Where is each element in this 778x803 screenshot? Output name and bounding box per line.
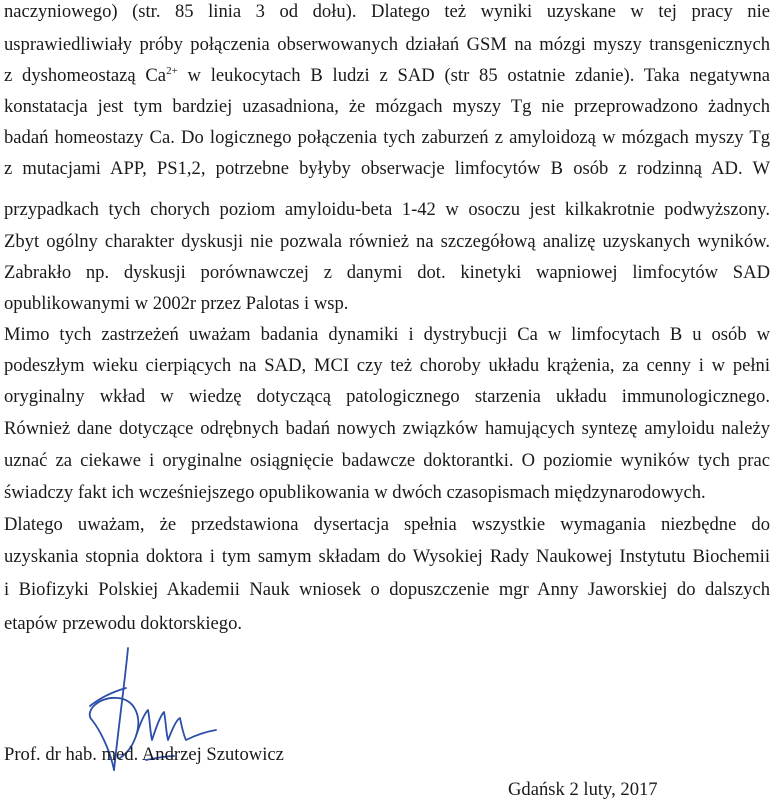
text-line: z mutacjami APP, PS1,2, potrzebne byłyby obserwacje limfocytów B osób z rodzinną AD. W	[4, 158, 770, 179]
text-line: Zbyt ogólny charakter dyskusji nie pozwala również na szczegółową analizę uzyskanych wyników.	[4, 231, 770, 252]
text-line: przypadkach tych chorych poziom amyloidu-beta 1-42 w osoczu jest kilkakrotnie podwyższony.	[4, 199, 770, 220]
text-line: i Biofizyki Polskiej Akademii Nauk wniosek o dopuszczenie mgr Anny Jaworskiej do dalszych	[4, 579, 770, 600]
text-line: Zabrakło np. dyskusji porównawczej z danymi dot. kinetyki wapniowej limfocytów SAD	[4, 262, 770, 283]
text-line: uznać za ciekawe i oryginalne osiągnięcie badawcze doktorantki. O poziomie wyników tych prac	[4, 450, 770, 471]
text-line	[4, 66, 770, 86]
text-run: z dyshomeostazą Ca	[4, 65, 167, 86]
text-line: badań homeostazy Ca. Do logicznego połączenia tych zaburzeń z amyloidozą w mózgach myszy Tg	[4, 127, 770, 148]
text-line: naczyniowego) (str. 85 linia 3 od dołu). Dlatego też wyniki uzyskane w tej pracy nie	[4, 1, 770, 22]
superscript: 2+	[166, 65, 178, 77]
text-run: w leukocytach B ludzi z SAD (str 85 ostatnie zdanie). Taka negatywna	[177, 65, 770, 86]
text-line: świadczy fakt ich wcześniejszego opublikowania w dwóch czasopismach międzynarodowych.	[4, 482, 706, 503]
text-line: podeszłym wieku cierpiących na SAD, MCI czy też choroby układu krążenia, za cenny i w pełni	[4, 355, 770, 376]
text-line: Dlatego uważam, że przedstawiona dysertacja spełnia wszystkie wymagania niezbędne do	[4, 514, 770, 535]
letter-date: Gdańsk 2 luty, 2017	[508, 779, 658, 800]
text-line: konstatacja jest tym bardziej uzasadniona, że mózgach myszy Tg nie przeprowadzono żadnych	[4, 96, 770, 117]
text-line: Mimo tych zastrzeżeń uważam badania dynamiki i dystrybucji Ca w limfocytach B u osób w	[4, 324, 770, 345]
text-line: oryginalny wkład w wiedzę dotyczącą patologicznego starzenia układu immunologicznego.	[4, 386, 770, 407]
text-line: opublikowanymi w 2002r przez Palotas i wsp.	[4, 293, 349, 314]
text-line: Również dane dotyczące odrębnych badań nowych związków hamujących syntezę amyloidu należy	[4, 418, 770, 439]
author-name: Prof. dr hab. med. Andrzej Szutowicz	[4, 744, 284, 765]
text-line: etapów przewodu doktorskiego.	[4, 613, 243, 634]
text-line: usprawiedliwiały próby połączenia obserwowanych działań GSM na mózgi myszy transgenicznych	[4, 34, 770, 55]
text-line: uzyskania stopnia doktora i tym samym składam do Wysokiej Rady Naukowej Instytutu Biochemii	[4, 546, 770, 567]
